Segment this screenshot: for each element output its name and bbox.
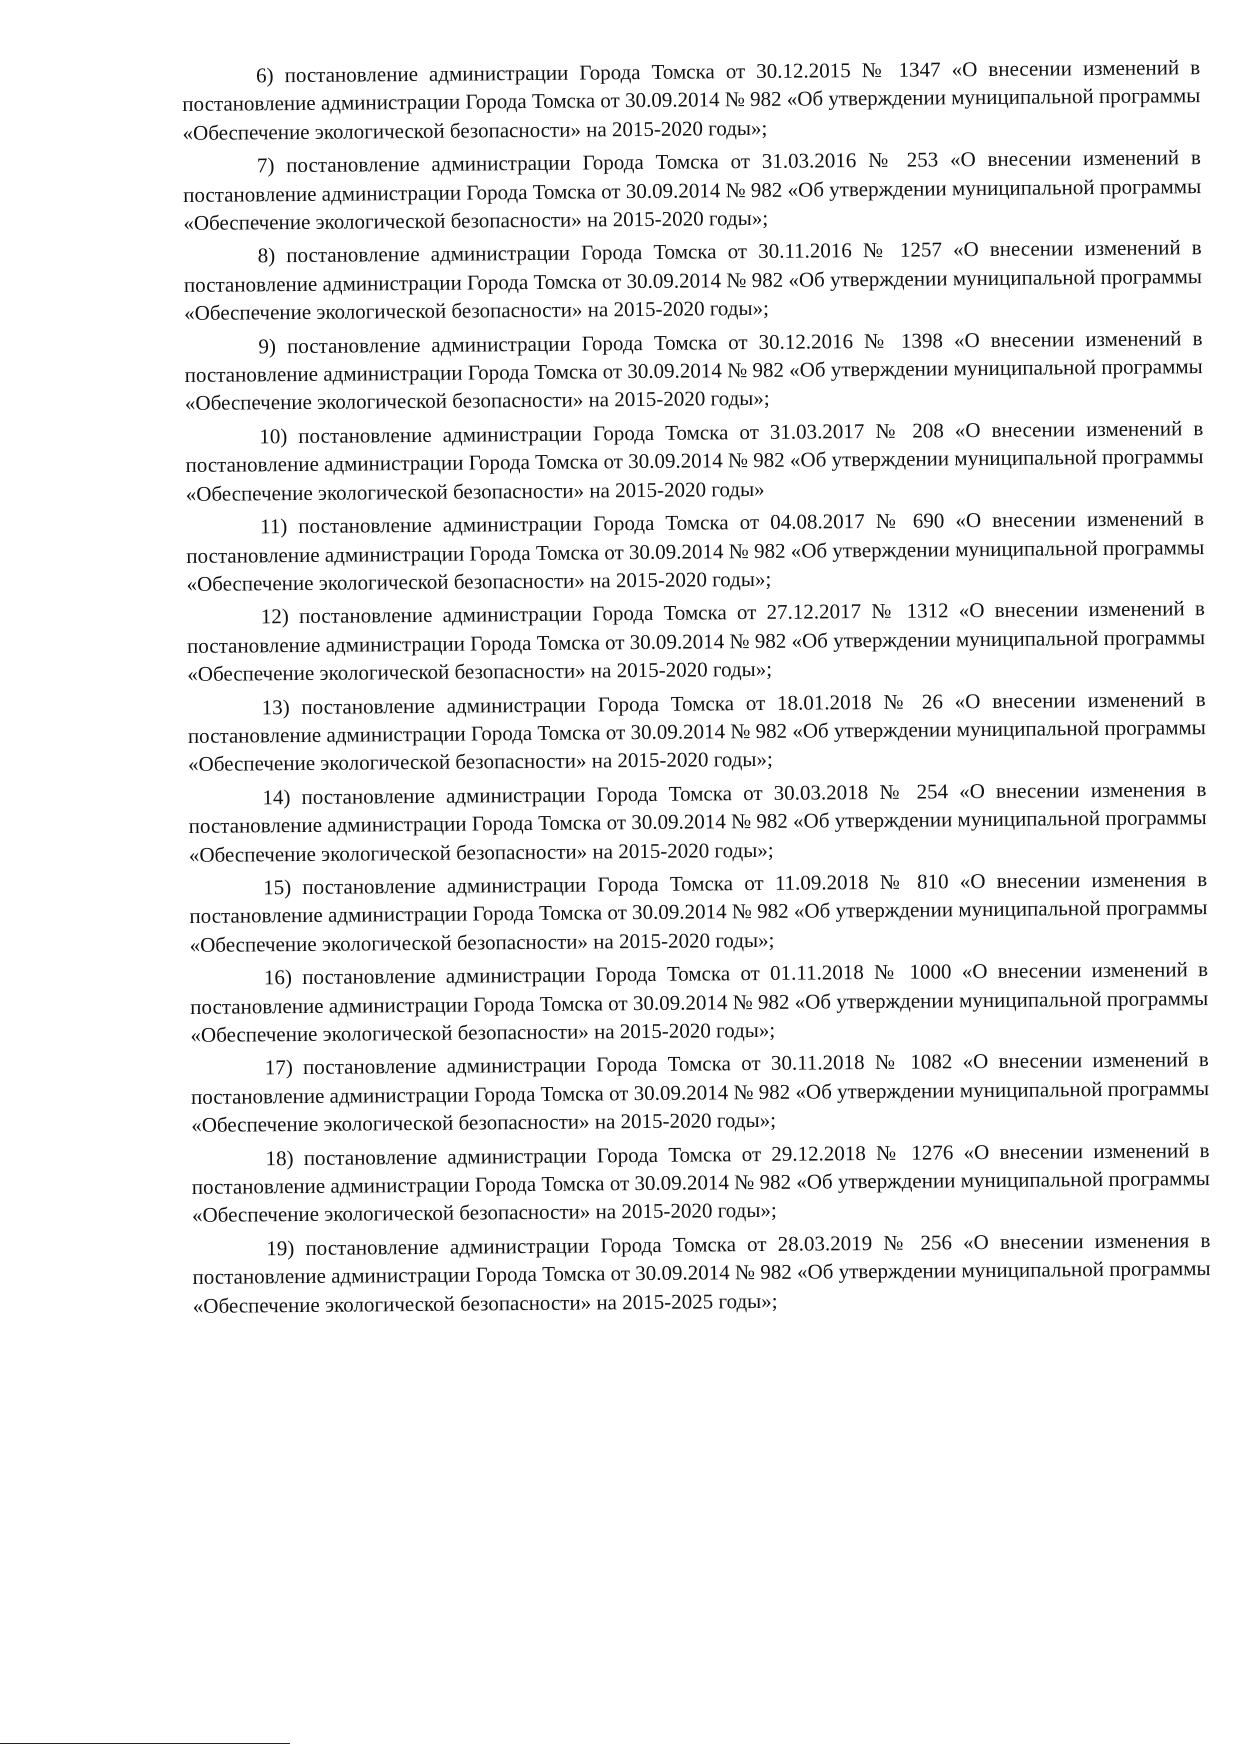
document-page	[182, 53, 1211, 1325]
list-item: 18) постановление администрации Города Томска от 29.12.2018 № 1276 «О внесении изменений в постановление администрации Города Томска от 30.09.2014 № 982 «Об утверждении муниципальной программы «Обеспечение экологической безопасности» на 2015-2020 годы»;	[191, 1137, 1210, 1228]
list-item: 8) постановление администрации Города Томска от 30.11.2016 № 1257 «О внесении изменений в постановление администрации Города Томска от 30.09.2014 № 982 «Об утверждении муниципальной программы «Обеспечение экологической безопасности» на 2015-2020 годы»;	[183, 235, 1203, 326]
list-item: 11) постановление администрации Города Томска от 04.08.2017 № 690 «О внесении изменений в постановление администрации Города Томска от 30.09.2014 № 982 «Об утверждении муниципальной программы «Обеспечение экологической безопасности» на 2015-2020 годы»;	[186, 506, 1205, 596]
list-item: 13) постановление администрации Города Томска от 18.01.2018 № 26 «О внесении изменений в постановление администрации Города Томска от 30.09.2014 № 982 «Об утверждении муниципальной программы «Обеспечение экологической безопасности» на 2015-2020 годы»;	[187, 686, 1206, 777]
list-item: 19) постановление администрации Города Томска от 28.03.2019 № 256 «О внесении изменения в постановление администрации Города Томска от 30.09.2014 № 982 «Об утверждении муниципальной программы «Обеспечение экологической безопасности» на 2015-2025 годы»;	[192, 1227, 1211, 1318]
list-item: 16) постановление администрации Города Томска от 01.11.2018 № 1000 «О внесении изменений в постановление администрации Города Томска от 30.09.2014 № 982 «Об утверждении муниципальной программы «Обеспечение экологической безопасности» на 2015-2020 годы»;	[190, 957, 1209, 1047]
list-item: 15) постановление администрации Города Томска от 11.09.2018 № 810 «О внесении изменения в постановление администрации Города Томска от 30.09.2014 № 982 «Об утверждении муниципальной программы «Обеспечение экологической безопасности» на 2015-2020 годы»;	[189, 867, 1208, 957]
list-item: 6) постановление администрации Города Томска от 30.12.2015 № 1347 «О внесении изменений в постановление администрации Города Томска от 30.09.2014 № 982 «Об утверждении муниципальной программы «Обеспечение экологической безопасности» на 2015-2020 годы»;	[182, 55, 1201, 145]
list-item: 9) постановление администрации Города Томска от 30.12.2016 № 1398 «О внесении изменений в постановление администрации Города Томска от 30.09.2014 № 982 «Об утверждении муниципальной программы «Обеспечение экологической безопасности» на 2015-2020 годы»;	[184, 325, 1203, 416]
list-item: 10) постановление администрации Города Томска от 31.03.2017 № 208 «О внесении изменений в постановление администрации Города Томска от 30.09.2014 № 982 «Об утверждении муниципальной программы «Обеспечение экологической безопасности» на 2015-2020 годы»	[185, 415, 1204, 506]
list-item: 17) постановление администрации Города Томска от 30.11.2018 № 1082 «О внесении изменений в постановление администрации Города Томска от 30.09.2014 № 982 «Об утверждении муниципальной программы «Обеспечение экологической безопасности» на 2015-2020 годы»;	[190, 1047, 1210, 1138]
list-item: 7) постановление администрации Города Томска от 31.03.2016 № 253 «О внесении изменений в постановление администрации Города Томска от 30.09.2014 № 982 «Об утверждении муниципальной программы «Обеспечение экологической безопасности» на 2015-2020 годы»;	[183, 145, 1202, 236]
list-item: 14) постановление администрации Города Томска от 30.03.2018 № 254 «О внесении изменения в постановление администрации Города Томска от 30.09.2014 № 982 «Об утверждении муниципальной программы «Обеспечение экологической безопасности» на 2015-2020 годы»;	[188, 776, 1207, 867]
list-item: 12) постановление администрации Города Томска от 27.12.2017 № 1312 «О внесении изменений в постановление администрации Города Томска от 30.09.2014 № 982 «Об утверждении муниципальной программы «Обеспечение экологической безопасности» на 2015-2020 годы»;	[186, 596, 1206, 687]
footer-divider	[0, 1743, 290, 1744]
